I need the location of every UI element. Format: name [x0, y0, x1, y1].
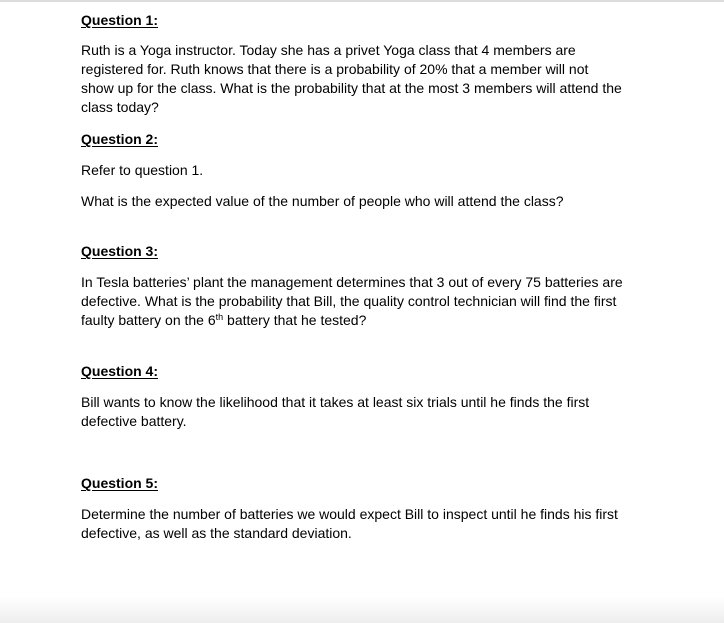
question-3-heading: Question 3: — [81, 243, 159, 259]
question-2-text-2 — [81, 192, 651, 211]
text-line: In Tesla batteries’ plant the management determines that 3 out of every 75 batteries are — [81, 274, 623, 290]
question-3-text — [81, 273, 651, 330]
question-4-heading: Question 4: — [81, 363, 159, 379]
question-1-heading: Question 1: — [81, 12, 159, 28]
question-2-text-1 — [81, 161, 651, 180]
question-5-text — [81, 505, 651, 543]
text-line: show up for the class. What is the probability that at the most 3 members will attend the — [81, 80, 622, 96]
question-4-text — [81, 393, 651, 431]
text-line: Ruth is a Yoga instructor. Today she has a privet Yoga class that 4 members are — [81, 42, 576, 58]
text-line: What is the expected value of the number of people who will attend the class? — [81, 193, 564, 209]
text-line: class today? — [81, 99, 159, 115]
text-segment: faulty battery on the 6 — [81, 312, 216, 328]
text-line: defective battery. — [81, 413, 187, 429]
question-2-heading: Question 2: — [81, 131, 159, 147]
question-1-text — [81, 41, 651, 117]
text-line: defective, as well as the standard deviation. — [81, 525, 352, 541]
text-line: Bill wants to know the likelihood that it takes at least six trials until he finds the first — [81, 394, 590, 410]
question-5-heading: Question 5: — [81, 475, 159, 491]
page-bottom-shadow — [0, 597, 724, 623]
text-line — [81, 311, 651, 330]
text-line: registered for. Ruth knows that there is a probability of 20% that a member will not — [81, 61, 589, 77]
text-line: Refer to question 1. — [81, 162, 204, 178]
text-line: defective. What is the probability that Bill, the quality control technician will find the first — [81, 293, 617, 309]
superscript-ordinal: th — [215, 312, 224, 322]
text-line: Determine the number of batteries we would expect Bill to inspect until he finds his first — [81, 506, 618, 522]
text-segment: battery that he tested? — [223, 312, 367, 328]
